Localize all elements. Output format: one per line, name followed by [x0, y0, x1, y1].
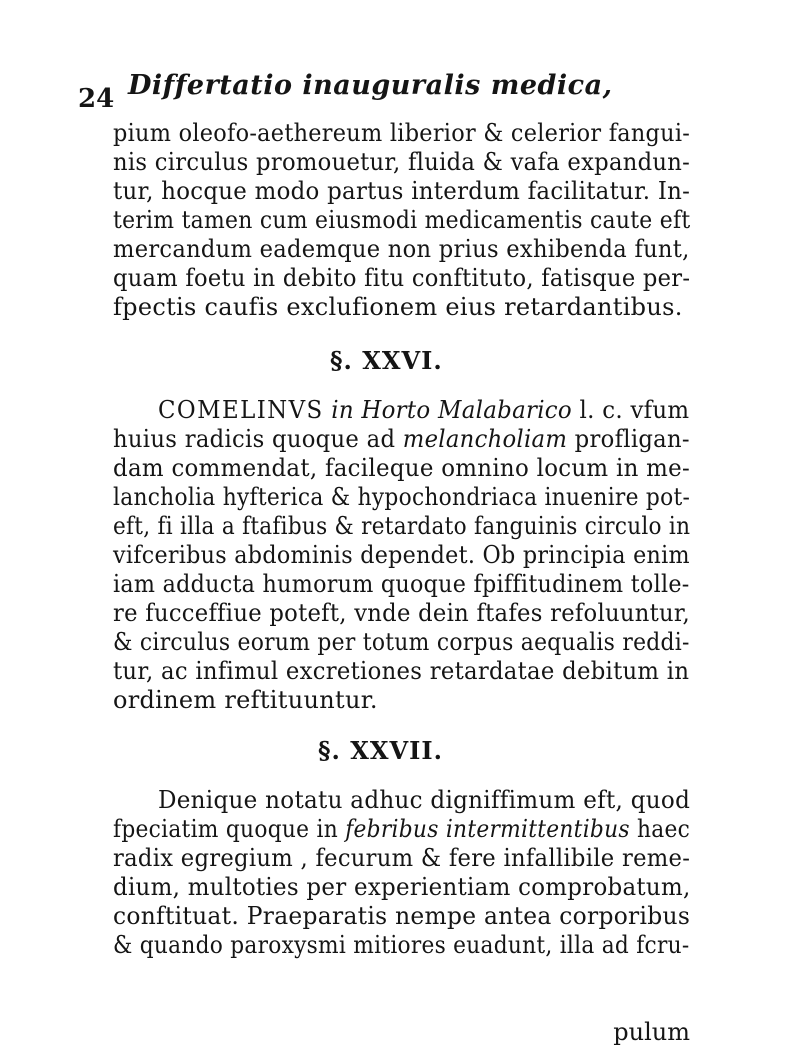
text-line: vifceribus abdominis dependet. Ob principia enim: [113, 541, 690, 569]
catchword: pulum: [613, 1018, 690, 1046]
text-line: dium, multoties per experientiam comprobatum,: [113, 873, 691, 901]
text-line: fpeciatim quoque in febribus intermittentibus haec: [113, 815, 691, 843]
italic-term: melancholiam: [402, 425, 568, 453]
text-line: mercandum eademque non prius exhibenda funt,: [113, 235, 690, 263]
text-line: pium oleofo-aethereum liberior & celerior fangui-: [113, 119, 691, 147]
italic-term: febribus intermittentibus: [345, 815, 630, 843]
text-line: re fucceffiue poteft, vnde dein ftafes refoluuntur,: [113, 599, 691, 627]
text-line: eft, fi illa a ftafibus & retardato fanguinis circulo in: [113, 512, 691, 540]
text-line: quam foetu in debito fitu conftituto, fatisque per-: [113, 264, 691, 292]
text-line: huius radicis quoque ad melancholiam profligan-: [113, 425, 690, 453]
text-line: conftituat. Praeparatis nempe antea corporibus: [113, 902, 691, 930]
author-name: COMELINVS: [158, 396, 324, 424]
section-heading-26: §. XXVI.: [330, 346, 443, 375]
text-line: iam adducta humorum quoque fpiffitudinem tolle-: [113, 570, 690, 598]
running-title: Differtatio inauguralis medica,: [128, 70, 613, 101]
section-heading-27: §. XXVII.: [318, 736, 443, 765]
page-number: 24: [78, 84, 115, 114]
text-line: & circulus eorum per totum corpus aequalis reddi-: [113, 628, 690, 656]
text-line: Denique notatu adhuc digniffimum eft, quod: [158, 786, 691, 814]
text-line: tur, hocque modo partus interdum facilitatur. In-: [113, 177, 691, 205]
text-line: ordinem reftituuntur.: [113, 686, 378, 714]
text-line: nis circulus promouetur, fluida & vafa expandun-: [113, 148, 691, 176]
cited-work: in Horto Malabarico: [331, 396, 572, 424]
text-line: terim tamen cum eiusmodi medicamentis caute eft: [113, 206, 691, 234]
text-line: tur, ac infimul excretiones retardatae debitum in: [113, 657, 690, 685]
text-line: lancholia hyfterica & hypochondriaca inuenire pot-: [113, 483, 691, 511]
text-line: COMELINVS in Horto Malabarico l. c. vfum: [158, 396, 690, 424]
running-head: [78, 70, 718, 114]
text-line: radix egregium , fecurum & fere infallibile reme-: [113, 844, 691, 872]
text-line: & quando paroxysmi mitiores euadunt, illa ad fcru-: [113, 931, 690, 959]
text-line: dam commendat, facileque omnino locum in me-: [113, 454, 691, 482]
text-line: fpectis caufis exclufionem eius retardantibus.: [113, 293, 683, 321]
